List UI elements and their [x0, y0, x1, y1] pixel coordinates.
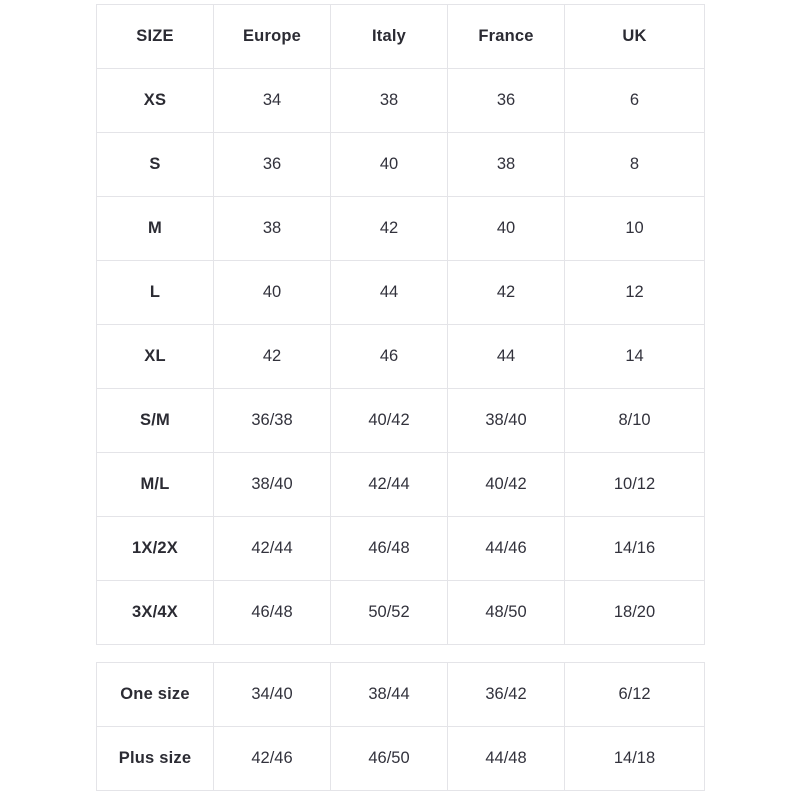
- column-header-france: France: [448, 5, 565, 69]
- cell-europe: 46/48: [214, 581, 331, 645]
- row-label: L: [97, 261, 214, 325]
- table-row: [97, 69, 705, 133]
- cell-france: 36/42: [448, 663, 565, 727]
- cell-italy: 38/44: [331, 663, 448, 727]
- cell-uk: 14/18: [565, 727, 705, 791]
- table-row: [97, 325, 705, 389]
- cell-italy: 38: [331, 69, 448, 133]
- table-row: [97, 517, 705, 581]
- column-header-italy: Italy: [331, 5, 448, 69]
- cell-france: 40/42: [448, 453, 565, 517]
- table-row: [97, 727, 705, 791]
- cell-france: 48/50: [448, 581, 565, 645]
- cell-uk: 18/20: [565, 581, 705, 645]
- cell-uk: 8/10: [565, 389, 705, 453]
- cell-europe: 40: [214, 261, 331, 325]
- cell-europe: 34: [214, 69, 331, 133]
- cell-europe: 36/38: [214, 389, 331, 453]
- table-row: [97, 581, 705, 645]
- cell-europe: 42/44: [214, 517, 331, 581]
- row-label: 3X/4X: [97, 581, 214, 645]
- main-table-header: [97, 5, 705, 69]
- secondary-size-table-container: [96, 662, 704, 791]
- cell-france: 38/40: [448, 389, 565, 453]
- cell-france: 44/46: [448, 517, 565, 581]
- cell-italy: 46/50: [331, 727, 448, 791]
- cell-italy: 40/42: [331, 389, 448, 453]
- table-row: [97, 389, 705, 453]
- table-row: [97, 197, 705, 261]
- cell-italy: 42: [331, 197, 448, 261]
- cell-europe: 38/40: [214, 453, 331, 517]
- cell-uk: 10/12: [565, 453, 705, 517]
- cell-uk: 14: [565, 325, 705, 389]
- cell-france: 36: [448, 69, 565, 133]
- row-label: Plus size: [97, 727, 214, 791]
- table-row: [97, 133, 705, 197]
- main-size-table: [96, 4, 705, 645]
- cell-uk: 8: [565, 133, 705, 197]
- cell-italy: 50/52: [331, 581, 448, 645]
- row-label: M/L: [97, 453, 214, 517]
- column-header-size: SIZE: [97, 5, 214, 69]
- row-label: One size: [97, 663, 214, 727]
- cell-europe: 42: [214, 325, 331, 389]
- cell-italy: 42/44: [331, 453, 448, 517]
- cell-italy: 46/48: [331, 517, 448, 581]
- row-label: S: [97, 133, 214, 197]
- row-label: XS: [97, 69, 214, 133]
- table-row: [97, 663, 705, 727]
- row-label: XL: [97, 325, 214, 389]
- table-row: [97, 453, 705, 517]
- secondary-size-table: [96, 662, 705, 791]
- cell-uk: 6/12: [565, 663, 705, 727]
- row-label: S/M: [97, 389, 214, 453]
- table-row: [97, 261, 705, 325]
- cell-france: 44: [448, 325, 565, 389]
- cell-italy: 46: [331, 325, 448, 389]
- cell-uk: 12: [565, 261, 705, 325]
- column-header-uk: UK: [565, 5, 705, 69]
- cell-italy: 44: [331, 261, 448, 325]
- cell-france: 44/48: [448, 727, 565, 791]
- main-size-table-container: [96, 4, 704, 645]
- cell-france: 40: [448, 197, 565, 261]
- cell-france: 38: [448, 133, 565, 197]
- cell-europe: 38: [214, 197, 331, 261]
- main-table-body: [97, 69, 705, 645]
- cell-france: 42: [448, 261, 565, 325]
- column-header-europe: Europe: [214, 5, 331, 69]
- cell-uk: 6: [565, 69, 705, 133]
- row-label: M: [97, 197, 214, 261]
- table-header-row: [97, 5, 705, 69]
- cell-uk: 14/16: [565, 517, 705, 581]
- secondary-table-body: [97, 663, 705, 791]
- cell-europe: 42/46: [214, 727, 331, 791]
- cell-europe: 36: [214, 133, 331, 197]
- cell-europe: 34/40: [214, 663, 331, 727]
- row-label: 1X/2X: [97, 517, 214, 581]
- cell-italy: 40: [331, 133, 448, 197]
- cell-uk: 10: [565, 197, 705, 261]
